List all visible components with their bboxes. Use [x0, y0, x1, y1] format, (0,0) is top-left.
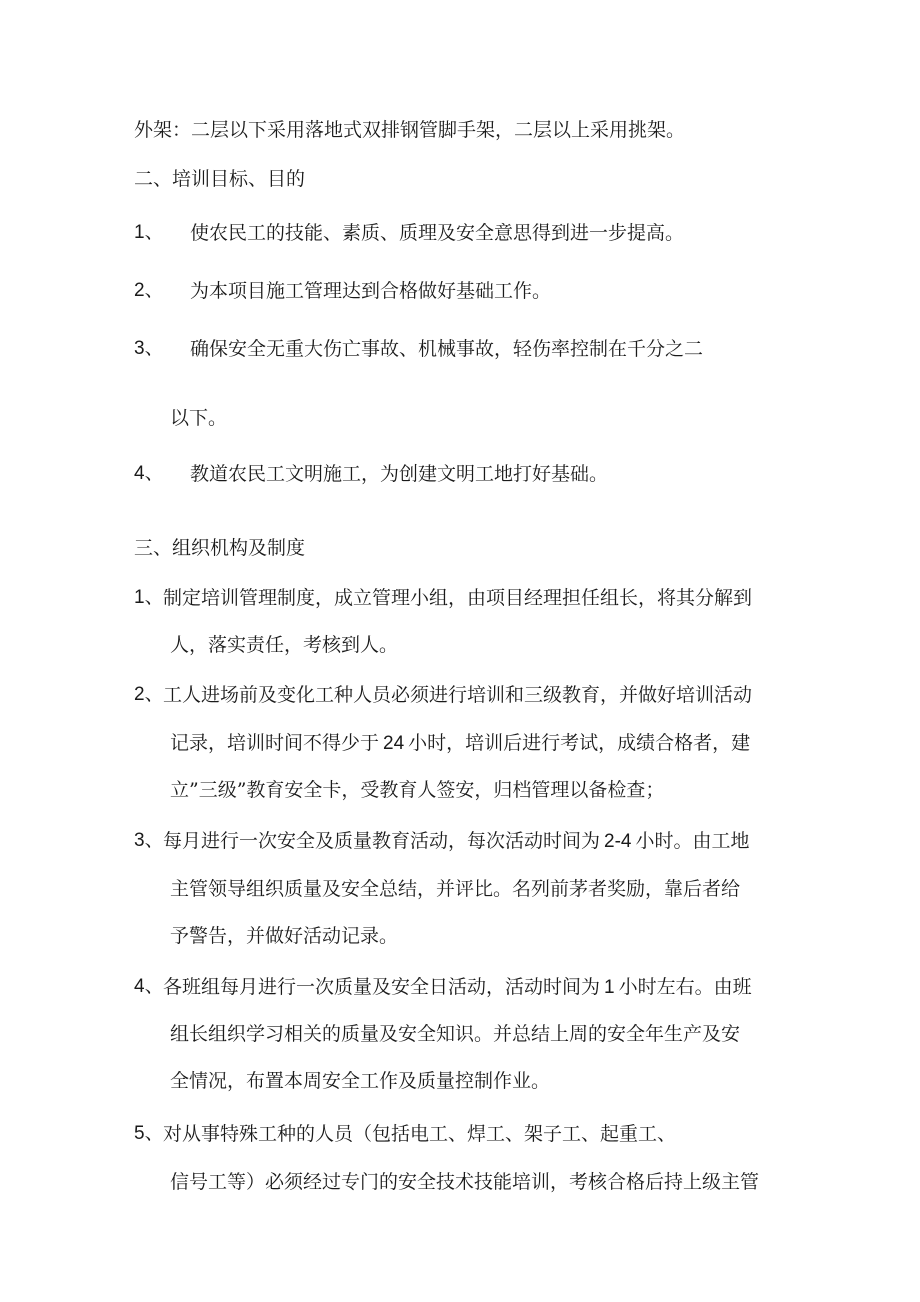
s3-item5-line2: 信号工等）必须经过专门的安全技术技能培训，考核合格后持上级主管 [170, 1171, 760, 1193]
s2-item3-cont: 以下。 [170, 407, 228, 429]
s3-item4-num: 4、 [134, 976, 164, 997]
s3-item4-line3: 全情况，布置本周安全工作及质量控制作业。 [170, 1070, 551, 1092]
s2-item2-num: 2、 [134, 280, 164, 301]
intro-line: 外架：二层以下采用落地式双排钢管脚手架，二层以上采用挑架。 [134, 119, 686, 141]
section2-heading: 二、培训目标、目的 [134, 168, 306, 190]
s3-item5-num: 5、 [134, 1123, 164, 1144]
s2-item1-text: 使农民工的技能、素质、质理及安全意思得到进一步提高。 [190, 222, 685, 244]
s3-item3-line1-a: 每月进行一次安全及质量教育活动，每次活动时间为 [163, 830, 601, 852]
s3-item3-line3: 予警告，并做好活动记录。 [170, 925, 399, 947]
s3-item1-line1: 制定培训管理制度，成立管理小组，由项目经理担任组长，将其分解到 [163, 587, 753, 609]
s3-item2-line3: 立”三级”教育安全卡，受教育人签安，归档管理以备检查； [170, 779, 665, 801]
s3-item2-line2 [170, 731, 750, 756]
s3-item3-line1-b: 小时。由工地 [635, 830, 750, 852]
s3-item3-line2: 主管领导组织质量及安全总结，并评比。名列前茅者奖励，靠后者给 [170, 878, 741, 900]
s3-item4-line1-b: 小时左右。由班 [618, 976, 752, 998]
s3-item4-hours: 1 [604, 977, 615, 998]
s2-item4-num: 4、 [134, 463, 164, 484]
s3-item2-num: 2、 [134, 684, 164, 705]
s2-item4-text: 教道农民工文明施工，为创建文明工地打好基础。 [190, 463, 609, 485]
s3-item2-hours: 24 [383, 733, 405, 754]
s3-item2-line2-b: 小时，培训后进行考试，成绩合格者，建 [408, 732, 751, 754]
s3-item3-line1 [163, 829, 750, 854]
s2-item1-num: 1、 [134, 222, 164, 243]
s3-item1-num: 1、 [134, 587, 164, 608]
s3-item2-line1: 工人进场前及变化工种人员必须进行培训和三级教育，并做好培训活动 [163, 684, 753, 706]
s2-item2-text: 为本项目施工管理达到合格做好基础工作。 [190, 280, 552, 302]
s3-item4-line2: 组长组织学习相关的质量及安全知识。并总结上周的安全年生产及安 [170, 1023, 741, 1045]
section3-heading: 三、组织机构及制度 [134, 537, 306, 559]
s3-item5-line1: 对从事特殊工种的人员（包括电工、焊工、架子工、起重工、 [163, 1123, 677, 1145]
s2-item3-text: 确保安全无重大伤亡事故、机械事故，轻伤率控制在千分之二 [190, 338, 704, 360]
s3-item3-num: 3、 [134, 830, 164, 851]
s3-item1-line2: 人，落实责任，考核到人。 [170, 634, 399, 656]
s3-item4-line1 [163, 975, 752, 1000]
s3-item4-line1-a: 各班组每月进行一次质量及安全日活动，活动时间为 [163, 976, 601, 998]
s3-item2-line2-a: 记录，培训时间不得少于 [170, 732, 380, 754]
s3-item3-hours: 2-4 [604, 831, 632, 852]
s2-item3-num: 3、 [134, 338, 164, 359]
